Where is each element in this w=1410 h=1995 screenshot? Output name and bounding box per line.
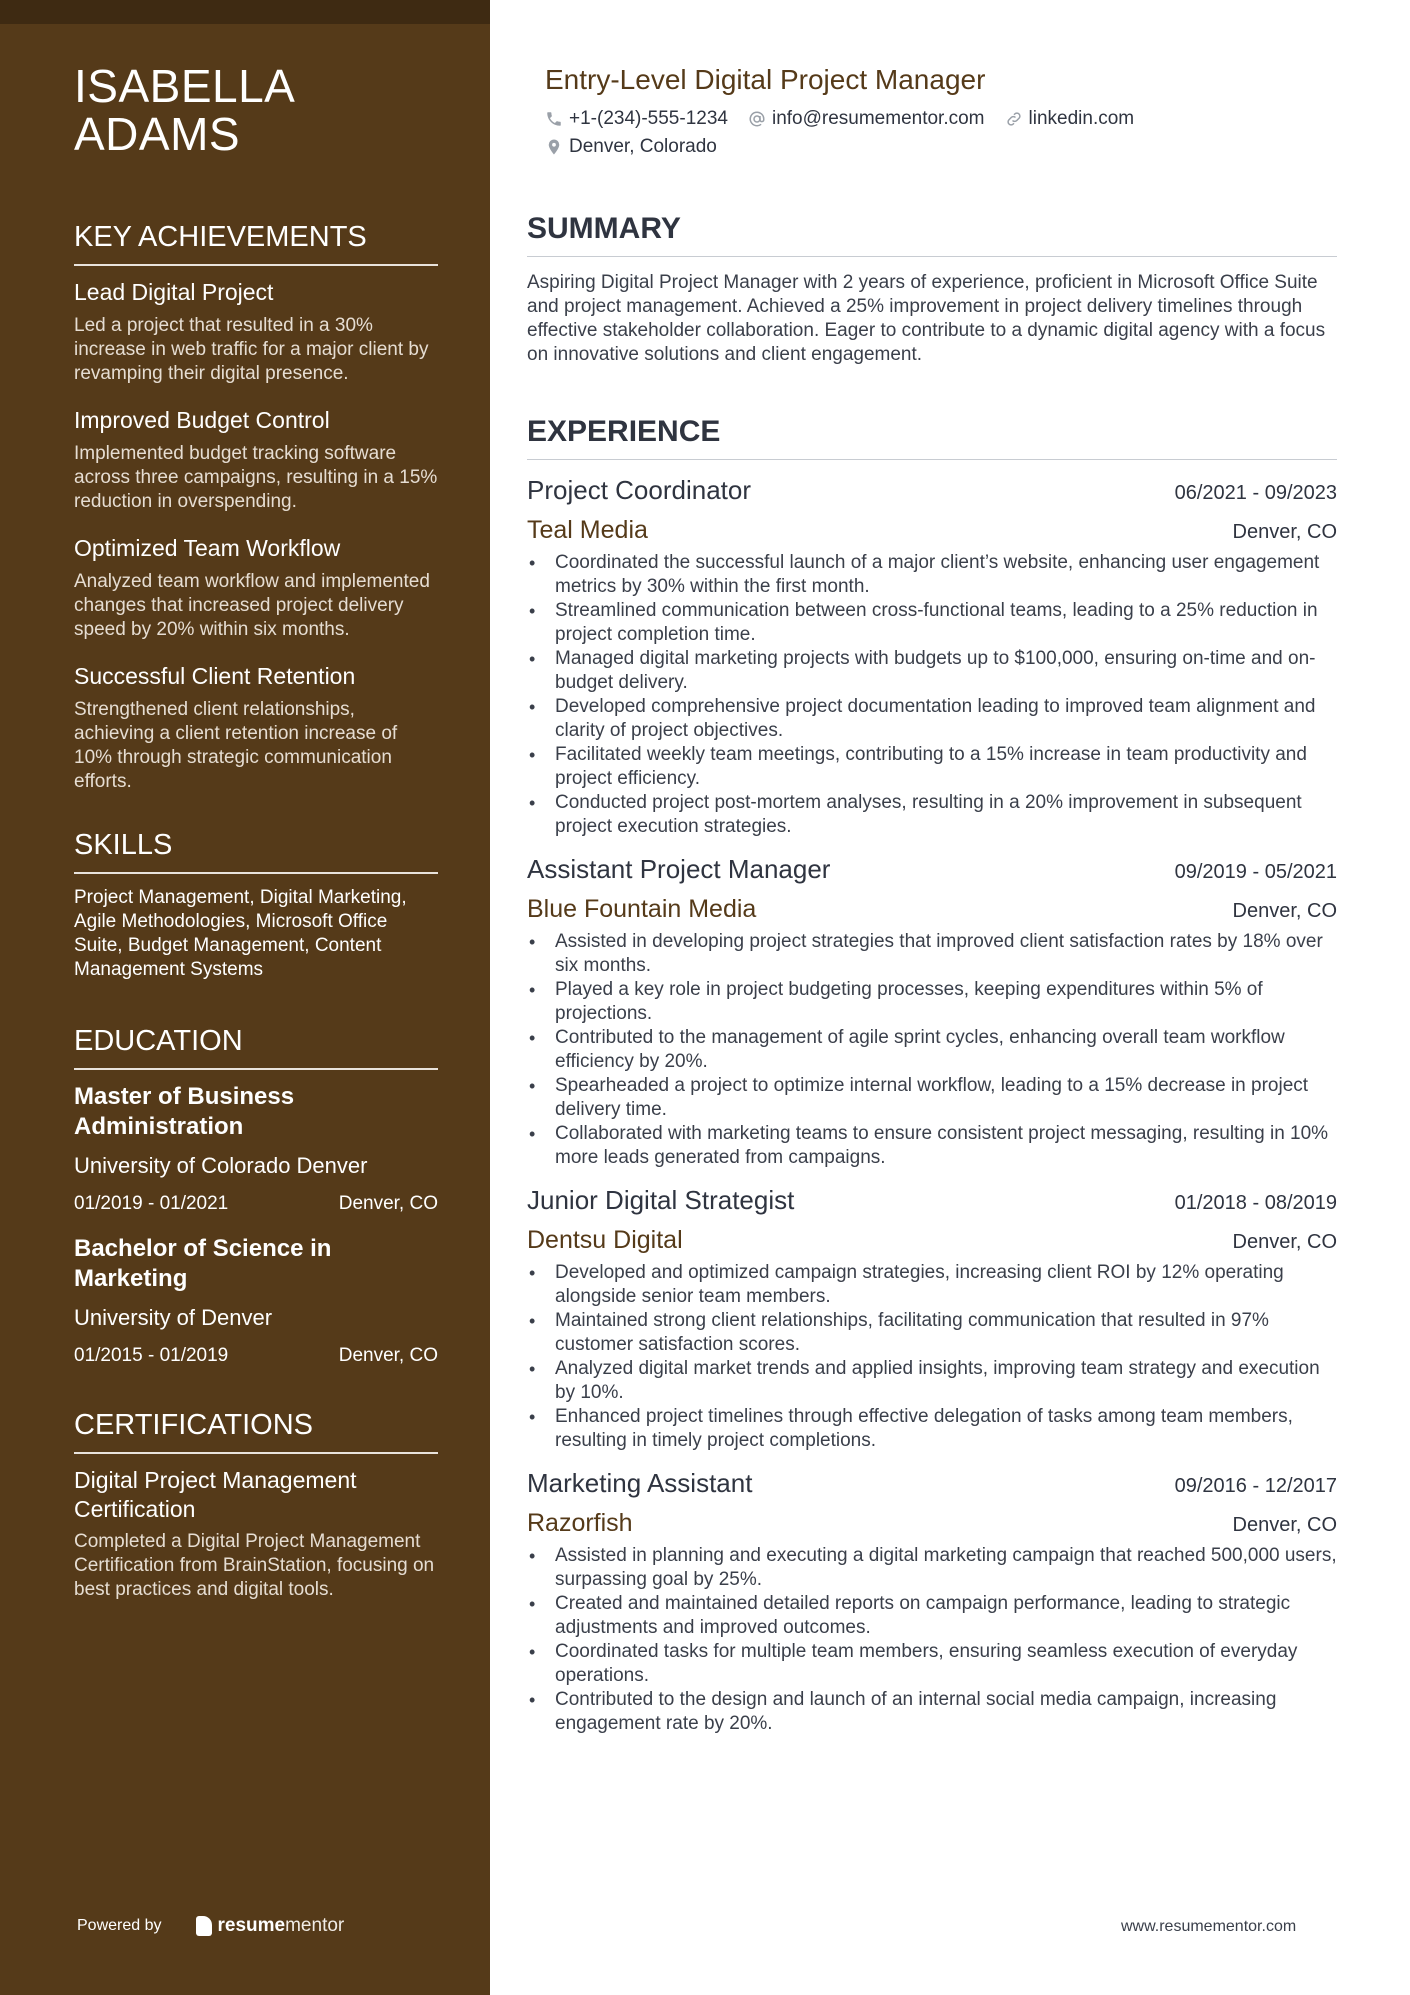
- resumementor-logo-icon: [196, 1916, 212, 1936]
- job-dates: 06/2021 - 09/2023: [1174, 482, 1337, 504]
- footer-website-link[interactable]: www.resumementor.com: [1121, 1918, 1297, 1935]
- sidebar: [0, 0, 490, 1995]
- bullet-item: • Spearheaded a project to optimize internal workflow, leading to a 15% decrease in project delivery time.: [527, 1074, 1337, 1122]
- certification-title: Digital Project Management Certification: [74, 1467, 357, 1522]
- bullet-item: • Coordinated the successful launch of a major client’s website, enhancing user engagement metrics by 30% within the first month.: [527, 551, 1337, 599]
- job-dates: 09/2016 - 12/2017: [1174, 1475, 1337, 1497]
- skills-heading: SKILLS: [74, 828, 438, 874]
- achievement-title: Optimized Team Workflow: [74, 535, 341, 561]
- job-location: Denver, CO: [1232, 900, 1337, 922]
- sidebar-top-bar: [0, 0, 490, 24]
- job-bullets: [527, 1544, 1337, 1736]
- certifications-heading: CERTIFICATIONS: [74, 1408, 438, 1454]
- achievement-item: [74, 278, 438, 386]
- experience-heading: EXPERIENCE: [527, 415, 1337, 460]
- experience-item: [527, 853, 1337, 1170]
- bullet-item: • Contributed to the design and launch of an internal social media campaign, increasing engagement rate by 20%.: [527, 1688, 1337, 1736]
- job-role: Project Coordinator: [527, 475, 751, 505]
- job-role: Marketing Assistant: [527, 1468, 753, 1498]
- brand-light: mentor: [285, 1915, 345, 1936]
- job-location: Denver, CO: [1232, 521, 1337, 543]
- job-bullets: [527, 551, 1337, 839]
- job-bullets: [527, 930, 1337, 1170]
- contact-phone[interactable]: [545, 108, 728, 130]
- job-company: Blue Fountain Media: [527, 895, 757, 923]
- achievement-desc: Strengthened client relationships, achieving a client retention increase of 10% through strategic communication efforts.: [74, 699, 398, 792]
- job-company: Dentsu Digital: [527, 1226, 683, 1254]
- location-text: Denver, Colorado: [569, 136, 717, 157]
- bullet-item: • Assisted in planning and executing a digital marketing campaign that reached 500,000 users, surpassing goal by 25%.: [527, 1544, 1337, 1592]
- candidate-name: [74, 62, 438, 158]
- bullet-item: • Managed digital marketing projects with budgets up to $100,000, ensuring on-time and on-budget delivery.: [527, 647, 1337, 695]
- experience-item: [527, 1467, 1337, 1736]
- target-job-title: Entry-Level Digital Project Manager: [545, 64, 986, 95]
- bullet-item: • Enhanced project timelines through effective delegation of tasks among team members, resulting in timely project completions.: [527, 1405, 1337, 1453]
- link-icon: [1005, 110, 1023, 128]
- powered-by-label: Powered by: [77, 1917, 162, 1934]
- email-text: info@resumementor.com: [771, 108, 985, 129]
- bullet-item: • Facilitated weekly team meetings, contributing to a 15% increase in team productivity and project efficiency.: [527, 743, 1337, 791]
- achievement-desc: Analyzed team workflow and implemented changes that increased project delivery speed by 20% within six months.: [74, 571, 430, 640]
- certification-desc: Completed a Digital Project Management Certification from BrainStation, focusing on best practices and digital tools.: [74, 1531, 435, 1600]
- contact-info: [545, 108, 1305, 158]
- achievement-title: Improved Budget Control: [74, 407, 330, 433]
- linkedin-text: linkedin.com: [1028, 108, 1135, 129]
- education-degree: Bachelor of Science in Marketing: [74, 1235, 332, 1292]
- skills-list: Project Management, Digital Marketing, Agile Methodologies, Microsoft Office Suite, Budget Management, Content Management Systems: [74, 887, 407, 980]
- job-role: Junior Digital Strategist: [527, 1185, 795, 1215]
- brand-bold: resume: [217, 1915, 286, 1936]
- last-name: ADAMS: [74, 108, 241, 160]
- experience-item: [527, 474, 1337, 839]
- bullet-item: • Developed comprehensive project documentation leading to improved team alignment and clarity of project objectives.: [527, 695, 1337, 743]
- bullet-item: • Created and maintained detailed reports on campaign performance, leading to strategic adjustments and improved outcomes.: [527, 1592, 1337, 1640]
- education-location: Denver, CO: [338, 1345, 438, 1366]
- contact-linkedin[interactable]: [1005, 108, 1135, 130]
- job-location: Denver, CO: [1232, 1514, 1337, 1536]
- bullet-item: • Conducted project post-mortem analyses, resulting in a 20% improvement in subsequent project execution strategies.: [527, 791, 1337, 839]
- bullet-item: • Assisted in developing project strategies that improved client satisfaction rates by 18% over six months.: [527, 930, 1337, 978]
- education-location: Denver, CO: [338, 1193, 438, 1214]
- location-pin-icon: [545, 138, 563, 156]
- phone-text: +1-(234)-555-1234: [569, 108, 728, 129]
- education-item: [74, 1082, 438, 1216]
- education-school: University of Colorado Denver: [74, 1153, 368, 1178]
- job-company: Razorfish: [527, 1509, 633, 1537]
- achievement-title: Successful Client Retention: [74, 663, 356, 689]
- main-content: [527, 62, 1337, 1750]
- achievements-section: [74, 220, 438, 794]
- job-company: Teal Media: [527, 516, 648, 544]
- job-bullets: [527, 1261, 1337, 1453]
- certifications-section: [74, 1408, 438, 1602]
- first-name: ISABELLA: [74, 60, 296, 112]
- bullet-item: • Coordinated tasks for multiple team members, ensuring seamless execution of everyday operations.: [527, 1640, 1337, 1688]
- achievement-desc: Implemented budget tracking software across three campaigns, resulting in a 15% reduction in overspending.: [74, 443, 438, 512]
- powered-by: [77, 1915, 344, 1937]
- bullet-item: • Streamlined communication between cross-functional teams, leading to a 25% reduction in project completion time.: [527, 599, 1337, 647]
- phone-icon: [545, 110, 563, 128]
- experience-item: [527, 1184, 1337, 1453]
- contact-email[interactable]: [748, 108, 985, 130]
- education-dates: 01/2015 - 01/2019: [74, 1345, 229, 1366]
- education-heading: EDUCATION: [74, 1024, 438, 1070]
- achievement-title: Lead Digital Project: [74, 279, 274, 305]
- bullet-item: • Developed and optimized campaign strategies, increasing client ROI by 12% operating alongside senior team members.: [527, 1261, 1337, 1309]
- at-icon: [748, 110, 766, 128]
- achievement-desc: Led a project that resulted in a 30% increase in web traffic for a major client by revamping their digital presence.: [74, 315, 429, 384]
- achievement-item: [74, 662, 438, 794]
- contact-location: [545, 136, 717, 158]
- job-role: Assistant Project Manager: [527, 854, 831, 884]
- summary-text: Aspiring Digital Project Manager with 2 years of experience, proficient in Microsoft Office Suite and project management. Achieved a 25% improvement in project delivery timelines through effective stakeholder collaboration. Eager to contribute to a dynamic digital agency with a focus on innovative solutions and client engagement.: [527, 272, 1326, 365]
- summary-heading: SUMMARY: [527, 212, 1337, 257]
- skills-section: [74, 828, 438, 982]
- education-item: [74, 1234, 438, 1368]
- achievement-item: [74, 534, 438, 642]
- education-dates: 01/2019 - 01/2021: [74, 1193, 229, 1214]
- achievement-item: [74, 406, 438, 514]
- bullet-item: • Played a key role in project budgeting processes, keeping expenditures within 5% of projections.: [527, 978, 1337, 1026]
- job-dates: 01/2018 - 08/2019: [1174, 1192, 1337, 1214]
- bullet-item: • Analyzed digital market trends and applied insights, improving team strategy and execution by 10%.: [527, 1357, 1337, 1405]
- summary-section: [527, 212, 1337, 367]
- experience-section: [527, 415, 1337, 1736]
- education-school: University of Denver: [74, 1305, 273, 1330]
- job-location: Denver, CO: [1232, 1231, 1337, 1253]
- education-section: [74, 1024, 438, 1368]
- education-degree: Master of Business Administration: [74, 1083, 295, 1140]
- bullet-item: • Collaborated with marketing teams to ensure consistent project messaging, resulting in 10% more leads generated from campaigns.: [527, 1122, 1337, 1170]
- job-dates: 09/2019 - 05/2021: [1174, 861, 1337, 883]
- bullet-item: • Contributed to the management of agile sprint cycles, enhancing overall team workflow efficiency by 20%.: [527, 1026, 1337, 1074]
- resumementor-logo[interactable]: [196, 1915, 345, 1937]
- achievements-heading: KEY ACHIEVEMENTS: [74, 220, 438, 266]
- bullet-item: • Maintained strong client relationships, facilitating communication that resulted in 97% customer satisfaction scores.: [527, 1309, 1337, 1357]
